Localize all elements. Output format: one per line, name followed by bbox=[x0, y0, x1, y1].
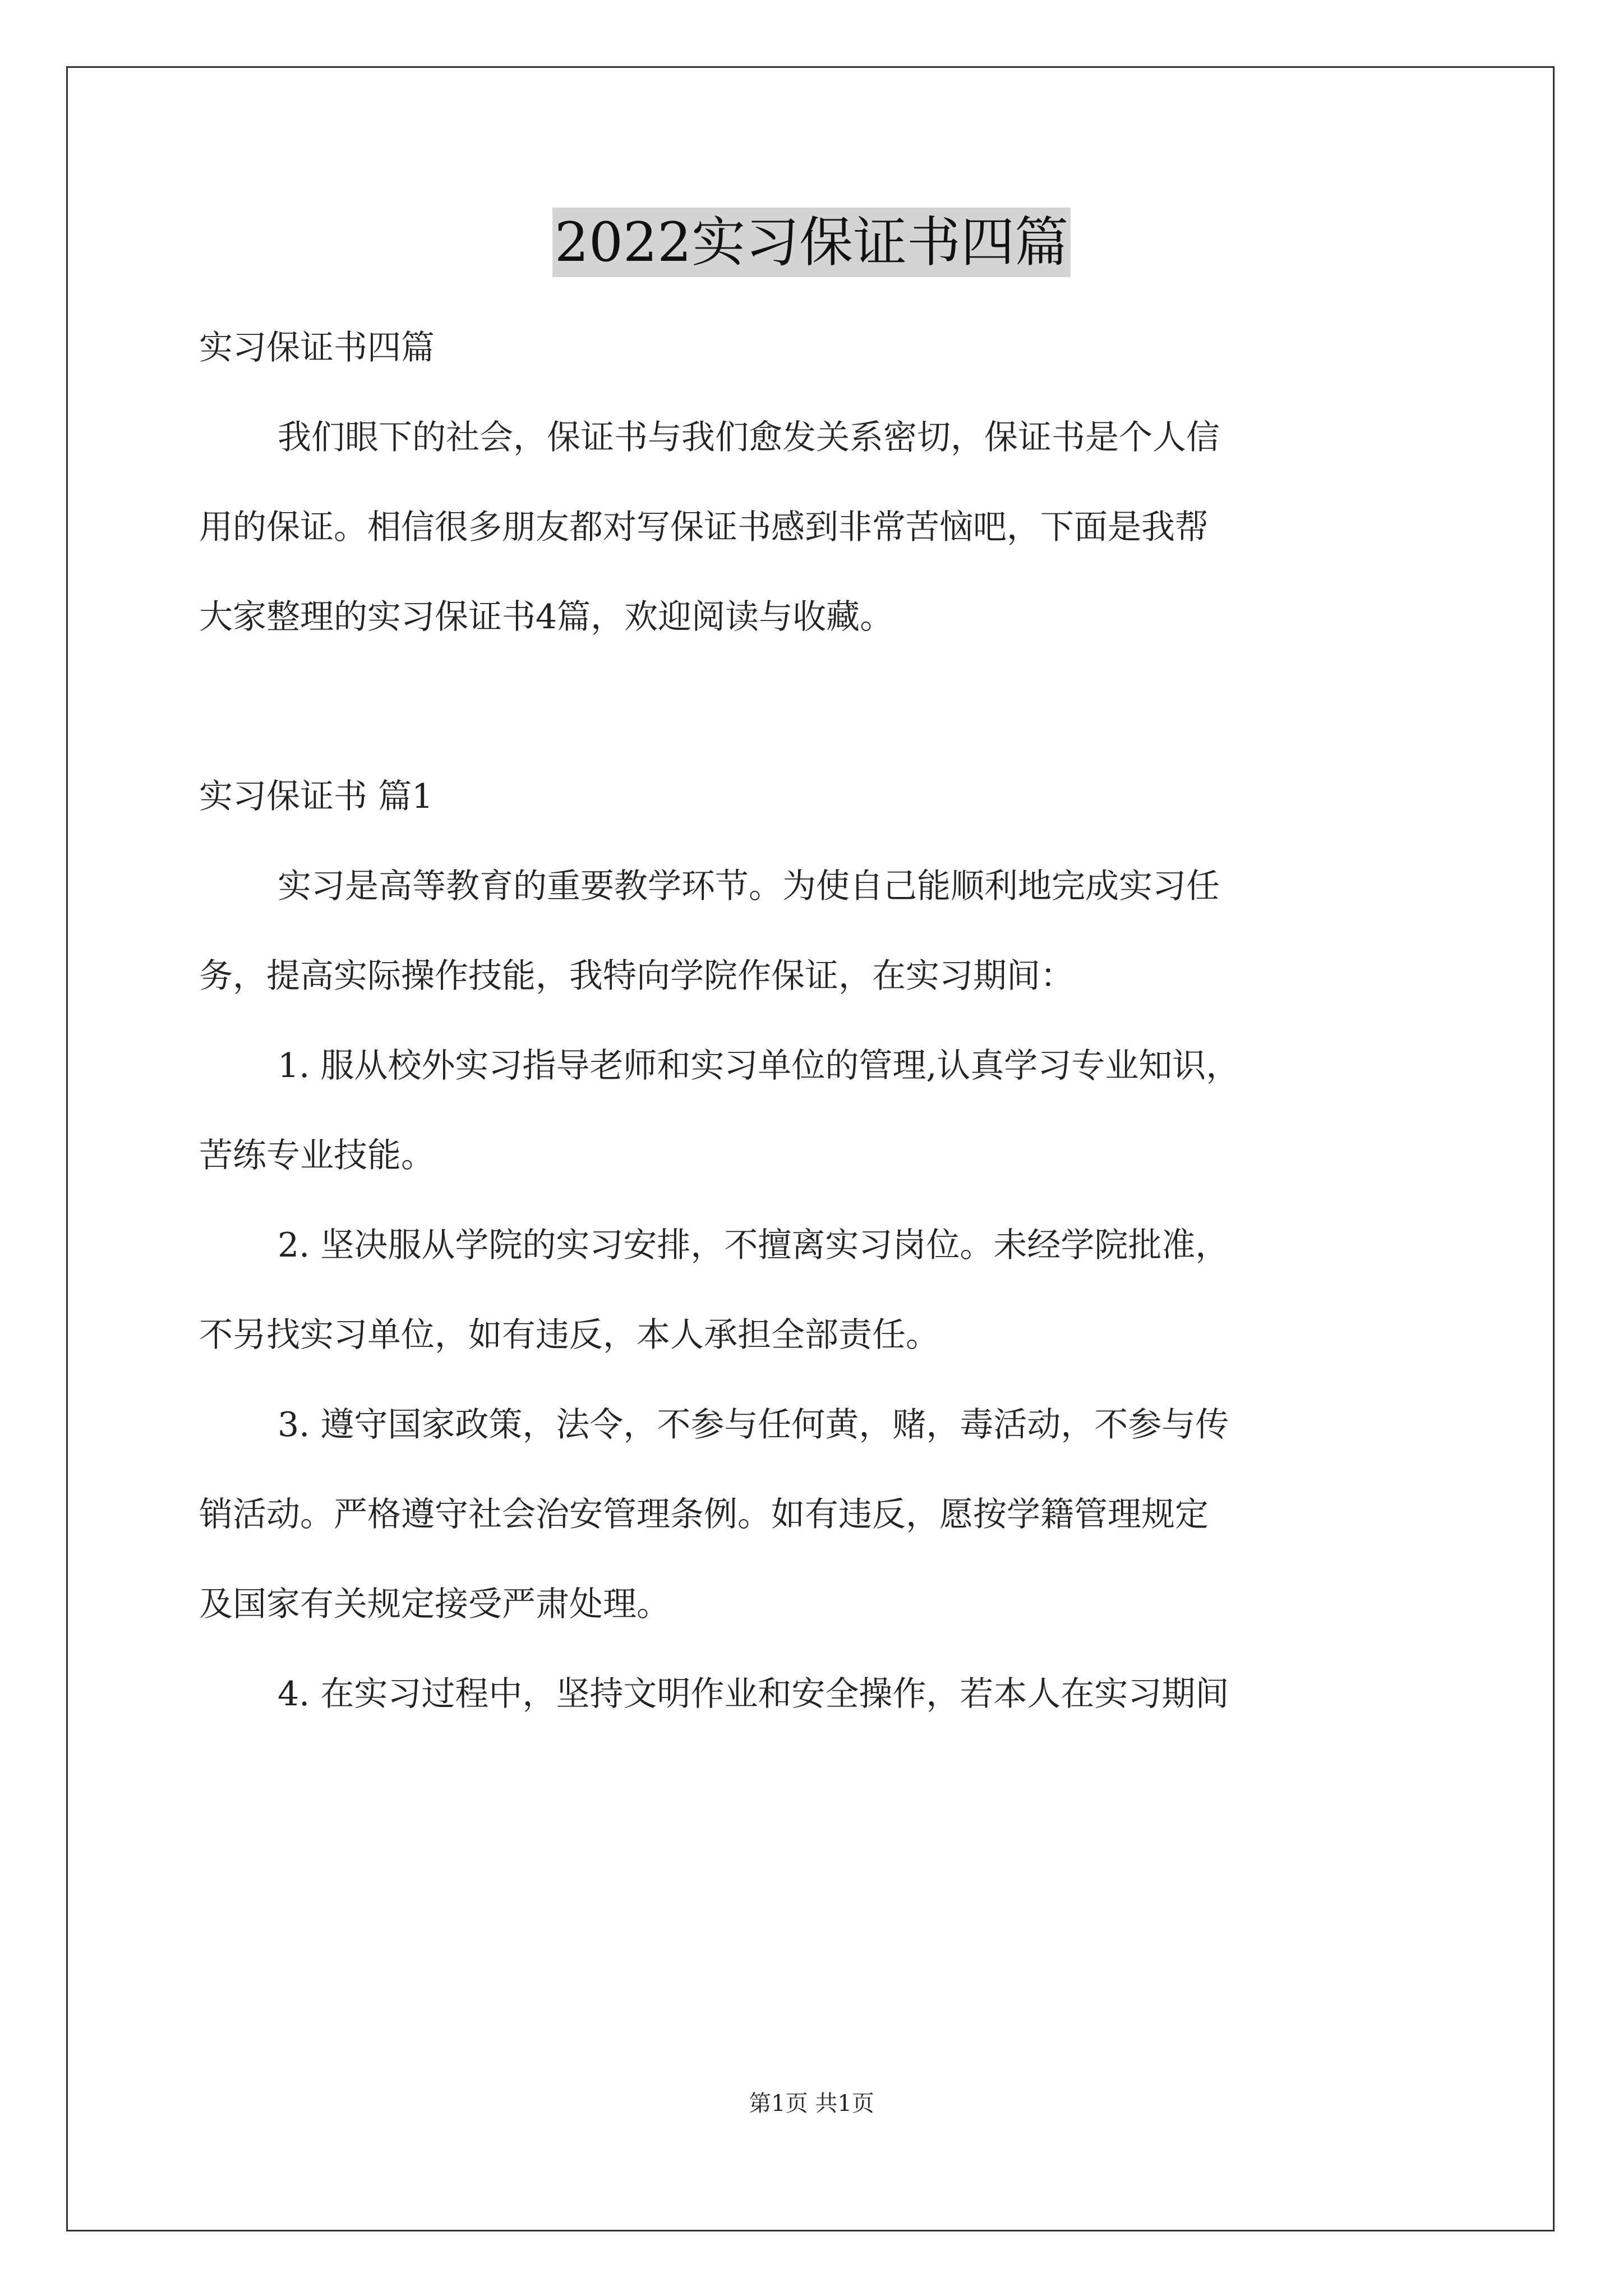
intro-line: 大家整理的实习保证书4篇，欢迎阅读与收藏。 bbox=[199, 597, 894, 637]
section-heading: 实习保证书 篇1 bbox=[199, 777, 434, 816]
item-1-line: 1. 服从校外实习指导老师和实习单位的管理,认真学习专业知识， bbox=[278, 1046, 1240, 1085]
title-container bbox=[0, 208, 1623, 277]
item-1-line: 苦练专业技能。 bbox=[199, 1136, 435, 1175]
item-2-line: 2. 坚决服从学院的实习安排，不擅离实习岗位。未经学院批准， bbox=[278, 1226, 1229, 1265]
document-body bbox=[199, 303, 1433, 1739]
item-4-line: 4. 在实习过程中，坚持文明作业和安全操作，若本人在实习期间 bbox=[278, 1674, 1229, 1714]
intro-line: 用的保证。相信很多朋友都对写保证书感到非常苦恼吧，下面是我帮 bbox=[199, 508, 1209, 547]
page-footer: 第1页 共1页 bbox=[749, 2091, 874, 2116]
document-title: 2022实习保证书四篇 bbox=[552, 208, 1071, 277]
item-3-line: 销活动。严格遵守社会治安管理条例。如有违反，愿按学籍管理规定 bbox=[199, 1495, 1209, 1534]
item-3-line: 3. 遵守国家政策，法令，不参与任何黄，赌，毒活动，不参与传 bbox=[278, 1405, 1229, 1444]
item-3-line: 及国家有关规定接受严肃处理。 bbox=[199, 1585, 670, 1624]
intro-line: 我们眼下的社会，保证书与我们愈发关系密切，保证书是个人信 bbox=[278, 418, 1220, 457]
section-intro-line: 实习是高等教育的重要教学环节。为使自己能顺利地完成实习任 bbox=[278, 867, 1220, 906]
document-subtitle: 实习保证书四篇 bbox=[199, 328, 435, 367]
section-spacer bbox=[199, 662, 1433, 752]
section-intro-line: 务，提高实际操作技能，我特向学院作保证，在实习期间： bbox=[199, 956, 1074, 996]
item-2-line: 不另找实习单位，如有违反，本人承担全部责任。 bbox=[199, 1315, 939, 1355]
